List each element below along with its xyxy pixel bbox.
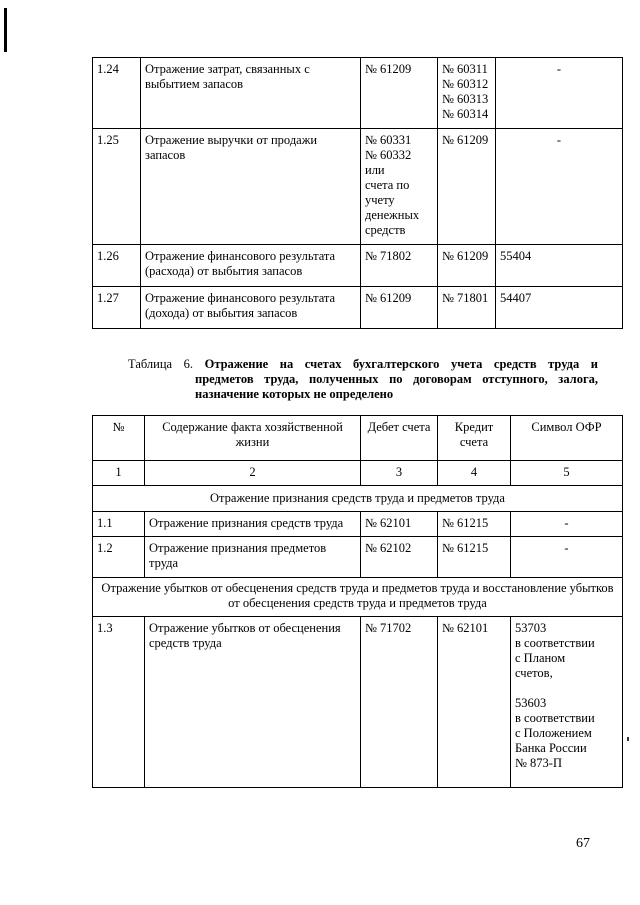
caption-title-line-2: предметов труда, полученных по договорам отступного, залога, (195, 372, 598, 386)
cell-desc: Отражение признания средств труда (145, 512, 361, 537)
debit-line: денежных (365, 208, 420, 222)
table-row-1-2 (93, 537, 623, 578)
cell-credit (438, 129, 496, 245)
credit-line: № 61209 (442, 133, 489, 147)
credit-line: № 60314 (442, 107, 489, 121)
ofr-line: - (556, 62, 562, 76)
cell-num: 1.26 (93, 245, 141, 287)
debit-line: или (365, 163, 385, 177)
cell-ofr (496, 287, 623, 329)
table-row-1-1 (93, 512, 623, 537)
cell-num: 1.25 (93, 129, 141, 245)
cell-desc: Отражение финансового результата (расхода) от выбытия запасов (141, 245, 361, 287)
credit-line: № 71801 (442, 291, 489, 305)
cell-credit (438, 287, 496, 329)
caption-label: Таблица 6. (128, 357, 194, 371)
ofr-line: в соответствии (515, 636, 595, 650)
cell-debit (361, 287, 438, 329)
header-desc: Содержание факта хозяйственной жизни (145, 416, 361, 461)
table-row-1-25 (93, 129, 623, 245)
cell-debit (361, 129, 438, 245)
table-6 (92, 415, 623, 788)
cell-desc: Отражение затрат, связанных с выбытием запасов (141, 58, 361, 129)
ofr-line: с Положением (515, 726, 592, 740)
cell-credit (438, 58, 496, 129)
debit-line: № 71802 (365, 249, 412, 263)
cell-debit: № 62101 (361, 512, 438, 537)
table-row-1-27 (93, 287, 623, 329)
cell-credit (438, 245, 496, 287)
debit-line: счета по (365, 178, 410, 192)
ofr-line: № 873-П (515, 756, 562, 770)
column-number: 1 (93, 461, 145, 486)
section-title: Отражение признания средств труда и предметов труда (93, 486, 623, 512)
credit-line: № 60313 (442, 92, 489, 106)
ofr-line: в соответствии (515, 711, 595, 725)
column-number-row (93, 461, 623, 486)
left-edge-mark (4, 8, 7, 52)
column-number: 4 (438, 461, 511, 486)
cell-ofr (496, 58, 623, 129)
section-row-impairment (93, 578, 623, 617)
cell-debit: № 62102 (361, 537, 438, 578)
column-number: 3 (361, 461, 438, 486)
ofr-line: 54407 (500, 291, 532, 305)
credit-line: № 60312 (442, 77, 489, 91)
header-row (93, 416, 623, 461)
cell-ofr (496, 245, 623, 287)
table-row-1-3 (93, 617, 623, 788)
debit-line: № 61209 (365, 291, 412, 305)
debit-line: № 61209 (365, 62, 412, 76)
scan-speck (627, 737, 629, 741)
ofr-line: Банка России (515, 741, 587, 755)
table-6-caption (128, 357, 598, 402)
ofr-line: 53603 (515, 696, 547, 710)
caption-title-line-3: назначение которых не определено (195, 387, 394, 401)
ofr-line: - (556, 133, 562, 147)
table-row-1-26 (93, 245, 623, 287)
cell-desc: Отражение выручки от продажи запасов (141, 129, 361, 245)
column-number: 2 (145, 461, 361, 486)
page-number: 67 (576, 836, 590, 851)
credit-line: № 60311 (442, 62, 488, 76)
debit-line: № 60331 (365, 133, 412, 147)
header-num: № (93, 416, 145, 461)
cell-desc: Отражение убытков от обесценения средств труда (145, 617, 361, 788)
ofr-gap (515, 681, 618, 696)
column-number: 5 (511, 461, 623, 486)
caption-title-line-1: Отражение на счетах бухгалтерского учета средств труда и (204, 357, 599, 371)
cell-desc: Отражение признания предметов труда (145, 537, 361, 578)
cell-ofr (496, 129, 623, 245)
section-row-recognition (93, 486, 623, 512)
ofr-line: с Планом (515, 651, 566, 665)
cell-num: 1.1 (93, 512, 145, 537)
cell-credit: № 61215 (438, 537, 511, 578)
cell-num: 1.3 (93, 617, 145, 788)
cell-num: 1.2 (93, 537, 145, 578)
cell-ofr (511, 617, 623, 788)
section-title: Отражение убытков от обесценения средств труда и предметов труда и восстановление убытков от обесценения средств труда и предметов труда (93, 578, 623, 617)
debit-line: средств (365, 223, 406, 237)
cell-ofr: - (511, 512, 623, 537)
debit-line: № 60332 (365, 148, 412, 162)
table-5-continuation (92, 57, 623, 329)
ofr-line: 53703 (515, 621, 547, 635)
cell-credit: № 62101 (438, 617, 511, 788)
caption-line-1 (128, 357, 598, 372)
debit-line: учету (365, 193, 395, 207)
cell-debit: № 71702 (361, 617, 438, 788)
credit-line: № 61209 (442, 249, 489, 263)
header-credit: Кредит счета (438, 416, 511, 461)
cell-ofr: - (511, 537, 623, 578)
header-ofr: Символ ОФР (511, 416, 623, 461)
cell-debit (361, 245, 438, 287)
header-debit: Дебет счета (361, 416, 438, 461)
cell-num: 1.24 (93, 58, 141, 129)
cell-desc: Отражение финансового результата (дохода) от выбытия запасов (141, 287, 361, 329)
cell-debit (361, 58, 438, 129)
ofr-line: счетов, (515, 666, 553, 680)
cell-credit: № 61215 (438, 512, 511, 537)
cell-num: 1.27 (93, 287, 141, 329)
ofr-line: 55404 (500, 249, 532, 263)
table-row-1-24 (93, 58, 623, 129)
